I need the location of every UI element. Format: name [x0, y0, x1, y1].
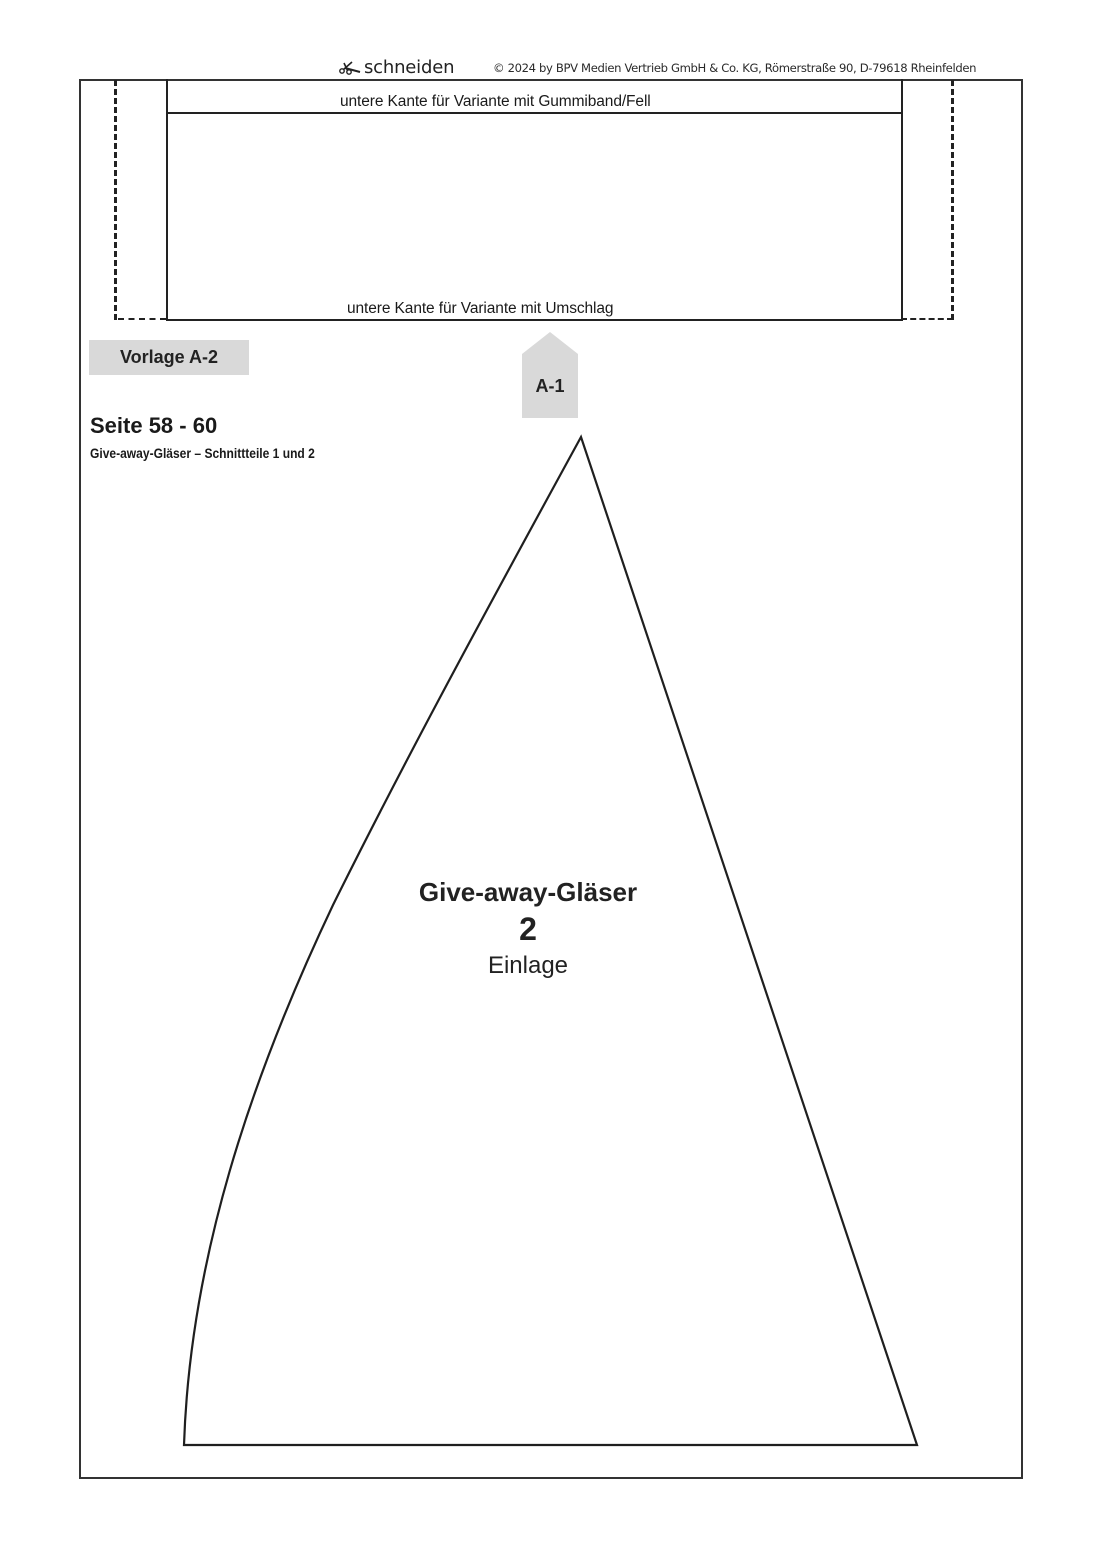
upper-edge-label: untere Kante für Variante mit Gummiband/Fell — [340, 93, 651, 110]
page-subtitle: Give-away-Gläser – Schnittteile 1 und 2 — [90, 445, 315, 461]
template-tag-label: Vorlage A-2 — [119, 347, 219, 367]
lower-edge-label: untere Kante für Variante mit Umschlag — [347, 300, 614, 317]
pattern-piece-title: Give-away-Gläser — [418, 877, 638, 907]
cut-label-text: schneiden — [364, 56, 455, 78]
page-range-heading: Seite 58 - 60 — [90, 413, 218, 438]
pattern-piece-number: 2 — [519, 911, 537, 947]
copyright-notice: © 2024 by BPV Medien Vertrieb GmbH & Co. KG, Römerstraße 90, D-79618 Rheinfelden — [493, 61, 977, 75]
join-marker-label: A-1 — [535, 376, 565, 396]
pattern-piece-type: Einlage — [487, 952, 569, 979]
